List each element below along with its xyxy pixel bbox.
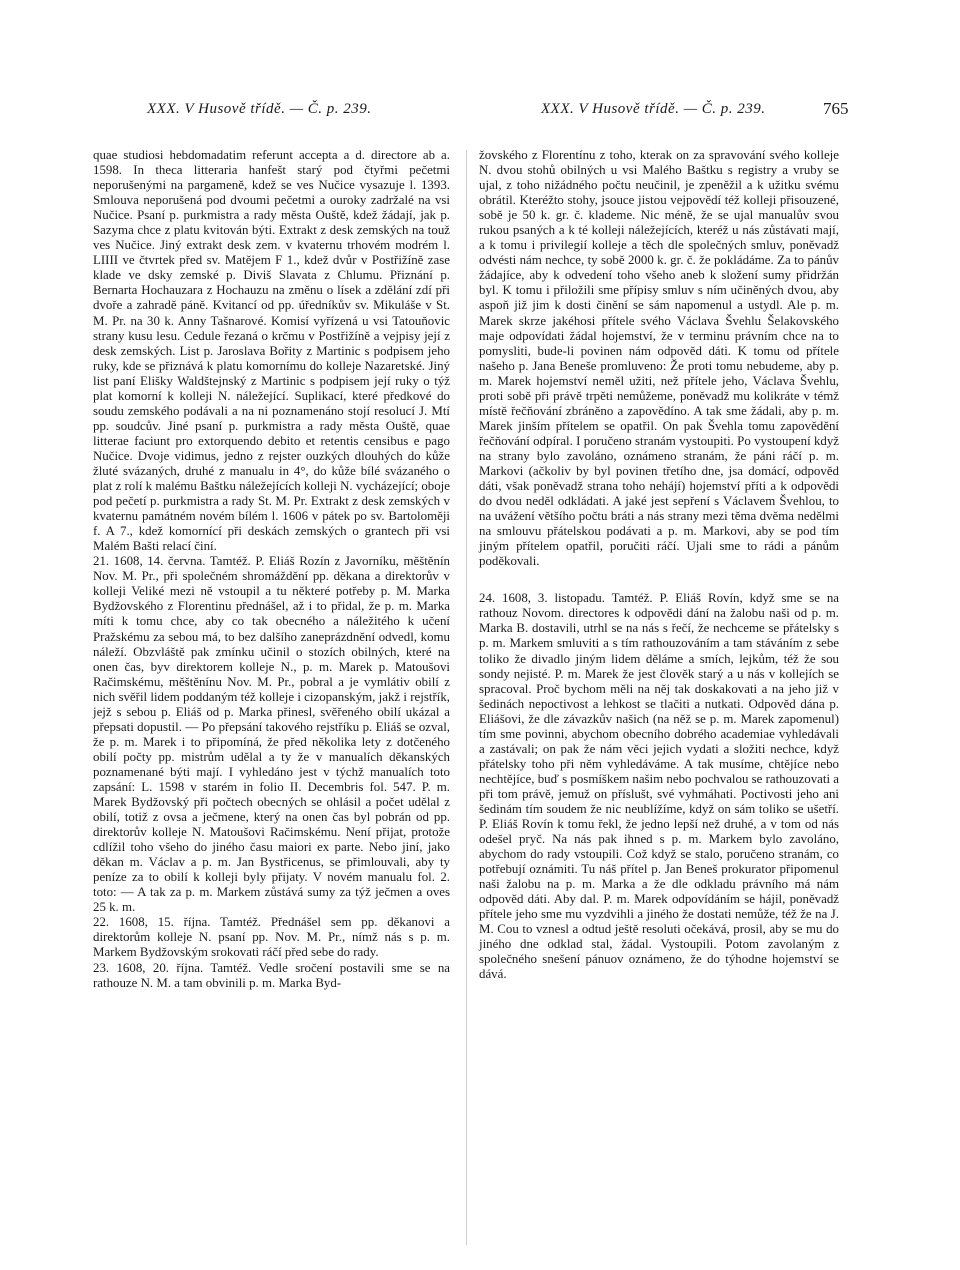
- running-header-right: XXX. V Husově třídě. — Č. p. 239.: [541, 101, 766, 117]
- entry-24: 24. 1608, 3. listopadu. Tamtéž. P. Eliáš Rovín, když sme se na rathouz Novom. directores k odpovědi dání na žalobu naši od p. m. Marka B. dostavili, utrhl se na nás s řečí, že nechceme se přátelsky s p. m. Markem smluviti a s tím rathouzováním a tam stáváním z sebe toliko že divadlo jiným lidem děláme a smích, lejkům, též že sou sondy nejisté. P. m. Marek že jest člověk starý a u nás v kollejích se spracoval. Proč bychom měli na něj tak doskakovati a na jeho již v šedinách nepoctivost a lehkost se tlačiti a nutkati. Odpověd dána p. Eliášovi, že dle závazkův našich (na něž se p. m. Marek zapomenul) tím sme povinni, abychom obecního dobrého academiae vyhledávali a zastávali; on pak že nám věci jejich vydati a složiti nechce, když přátelsky toho při něm vyhledáváme. A tak musíme, chtějíce nebo nechtějíce, buď s posmíškem našim nebo pochvalou se rathouzovati a při tom právě, jemuž on příslušt, své vyhmáhati. Poctivosti jeho ani šedinám tím soudem že nic neublížíme, když on sám toliko se ušetří. P. Eliáš Rovín k tomu řekl, že jedno lepší než druhé, a v tom od nás odešel pryč. Na nás pak ihned s p. m. Markem bylo zavoláno, abychom do rady vstoupili. Což když se stalo, poručeno stranám, co potřebují oznámiti. Tu náš přítel p. Jan Beneš prokurator připomenul naši žalobu na p. m. Marka a že dle odkladu právního má nám odpověd dáti. Aby dal. P. m. Marek odpovídáním se hájil, poněvadž přítele jeho sme mu vyzdvihli a jiného že dostati nemůže, též že na J. M. Cou to vznesl a odtud ještě resoluti očekává, prosil, aby se mu do jiného dne odklad stal, žádal. Vystoupili. Potom zavolaným z společného snešení pánuov oznámeno, že do týhodne hojemství se dává.: [479, 591, 839, 982]
- left-column: [93, 148, 450, 991]
- entry-23: 23. 1608, 20. října. Tamtéž. Vedle sročení postavili sme se na rathouze N. M. a tam obvinili p. m. Marka Byd-: [93, 960, 450, 990]
- right-column: [479, 148, 839, 983]
- entry-21: 21. 1608, 14. června. Tamtéž. P. Eliáš Rozín z Javorníku, měštěnín Nov. M. Pr., při společném shromáždění pp. děkana a direktorův v kolleji Veliké mezi ně vstoupil a tu některé potřeby p. M. Marka Bydžovského z Florentinu přednášel, až i to přidal, že p. m. Marka míti k tomu chce, aby co tak obecného a náležitého k učení Pražskému za sebou má, to bez dalšího zaneprázdnění odvedl, komu náleží. Obzvláště pak zmínku učinil o stozích obilných, které na onen čas, byv direktorem kolleje N., p. m. Marek p. Matoušovi Račimskému, měštěnínu Nov. M. Pr., pobral a je vymlátiv obilí z nich svěřil lidem poddaným též kolleje i cizopanským, jakž i rejstřík, jejž s sebou p. Eliáš od p. Marka přinesl, svěřeného obilí ukázal a přepsati dopustil. — Po přepsání takového rejstříku p. Eliáš se ozval, že p. m. Marek i to připomíná, že před několika lety z dotčeného obilí počty pp. mistrům udělal a ty že v manualích děkanských poznamenané býti mají. I vyhledáno jest v týchž manualích toto zapsání: L. 1598 v starém in folio II. Decembris fol. 547. P. m. Marek Bydžovský při počtech obecných se ohlásil a počet udělal z obilí, totiž z ovsa a ječmene, který na onen čas byl pobrán od pp. direktorův kolleje N. Matoušovi Račimskému. Není přijat, protože cdlížil toho všeho do jiného času maiori ex parte. Nebo jiní, jako děkan m. Václav a p. m. Jan Bystřicenus, se přimlouvali, aby ty peníze za to obilí k kolleji byly přijaty. V novém manualu fol. 2. toto: — A tak za p. m. Markem zůstává sumy za týž ječmen a oves 25 k. m.: [93, 554, 450, 915]
- column-divider: [466, 150, 467, 1245]
- entry-23-continuation: žovského z Florentínu z toho, kterak on za spravování svého kolleje N. dvou stohů obilných u vsi Malého Baštku s registry a vruby se ujal, z toho nižádného počtu neučinil, je zpeněžil a k užitku svému obrátil. Kteréžto stohy, jsouce jistou vejpovědí též kolleji přisouzené, sobě je 50 k. gr. č. klademe. Nic méně, že se ujal manualův svou rukou psaných a k té kolleji náležejících, kteréž u nás zůstávati mají, a k tomu i privilegií kolleje a těch dle společných smluv, poněvadž odvésti nám nechce, ty sobě 2000 k. gr. č. že pokládáme. Za to pánův žádajíce, aby k odvedení toho všeho aneb k složení sumy přidržán byl. K tomu i přiložili sme přípisy smluv s ním učiněných dvou, aby aspoň již jim k dosti činění se sám napomenul a ustydl. Ale p. m. Marek skrze jakéhosi přítele svého Václava Švehlu Šelakovského maje odpovídati žádal hojemství, že v terminu právním chce na to pomysliti, bude-li povinen nám odpověd dáti. K tomu od přítele našeho p. Jana Beneše promluveno: Že proti tomu nebudeme, aby p. m. Marek hojemství neměl užiti, než přítele jeho, Václava Švehlu, proti sobě při právě trpěti nemůžeme, poněvadž mu kolikráte v témž místě řečňování zbráněno a zapovědíno. A tak sme žádali, aby p. m. Marek jinším přítelem se opatřil. On pak Švehla tomu zapovědění řečňování odpíral. I poručeno stranám vystoupiti. Po vystoupení když na strany bylo zavoláno, oznámeno stranám, že páni ráčí p. m. Markovi (ačkoliv by byl povinen třetího dne, jsa domácí, odpověd dáti, však poněvadž strana toho nehájí) hojemství příti a k odpovědi do dvou neděl odkládati. A jaké jest sepření s Václavem Švehlou, to na uvážení většího počtu bráti a nás strany mezi těma dvěma nedělmi na smlouvu přátelskou podávati a p. m. Markovi, aby se pod tím jiným přítelem opatřil, poručiti ráčí. Ujali sme to rádi a pánům poděkovali.: [479, 148, 839, 569]
- entry-22: 22. 1608, 15. října. Tamtéž. Přednášel sem pp. děkanovi a direktorům kolleje N. psaní pp. Nov. M. Pr., nímž nás s p. m. Markem Bydžovským srokovati ráčí před sebe do rady.: [93, 915, 450, 960]
- paragraph-continuation: quae studiosi hebdomadatim referunt accepta a d. directore ab a. 1598. In theca litteraria hanfešt starý pod čtyřmi pečetmi neporušenými na pargameně, kdež se ves Nučice vysazuje l. 1393. Smlouva neporušená pod dvoumi pečetmi a ouroky zadržalé na vsi Nučice. Psaní p. purkmistra a rady města Ouště, kdež žádají, jak p. Sazyma chce z platu kvitován býti. Extrakt z desk zemských na touž ves Nučice. Jiný extrakt desk zem. v kvaternu trhovém modrém l. LIIII ve čtvrtek před sv. Matějem F 1., kdež dvůr v Postřižíně zase klade ve dsky zemské p. Diviš Slavata z Chlumu. Přiznání p. Bernarta Hochauzara z Hochauzu na změnu o lísek a zdělání zdí při dvoře a zahradě páně. Kvitancí od pp. úředníkův sv. Mikuláše v St. M. Pr. na 30 k. Anny Tašnarové. Komisí vyřízená u vsi Tatouňovic strany kusu lesu. Cedule řezaná o krčmu v Postřižíně a vejpisy její z desk zemských. List p. Jaroslava Bořity z Martinic s podpisem jeho ruky, kde se přiznává k platu komornímu do kolleje Nazaretské. Jiný list paní Elišky Waldštejnský z Martinic s podpisem její ruky o týž plat komorní k kolleji N. náležející. Suplikací, které předkové do soudu zemského podávali a na ni poznamenáno stojí resolucí J. Mtí pp. soudcův. Jiné psaní p. purkmistra a rady města Ouště, quae litterae faciunt pro extorquendo debito et retentis censibus e pago Nučice. Dvoje vidimus, jedno z rejster ouzkých dlouhých do kůže žluté svázaných, druhé z manualu in 4°, do kůže bílé svázaného o plat z rolí k malému Baštku náležejících kolleji N. vycházející; oboje pod pečetí p. purkmistra a rady St. M. Pr. Extrakt z desk zemských v kvaternu památném novém bílém l. 1606 v pátek po sv. Bartoloměji f. A 7., kdež komornící při deskách zemských o grantech při vsi Malém Bašti relací činí.: [93, 148, 450, 554]
- page-number: 765: [823, 99, 849, 118]
- running-header-left: XXX. V Husově třídě. — Č. p. 239.: [147, 101, 372, 117]
